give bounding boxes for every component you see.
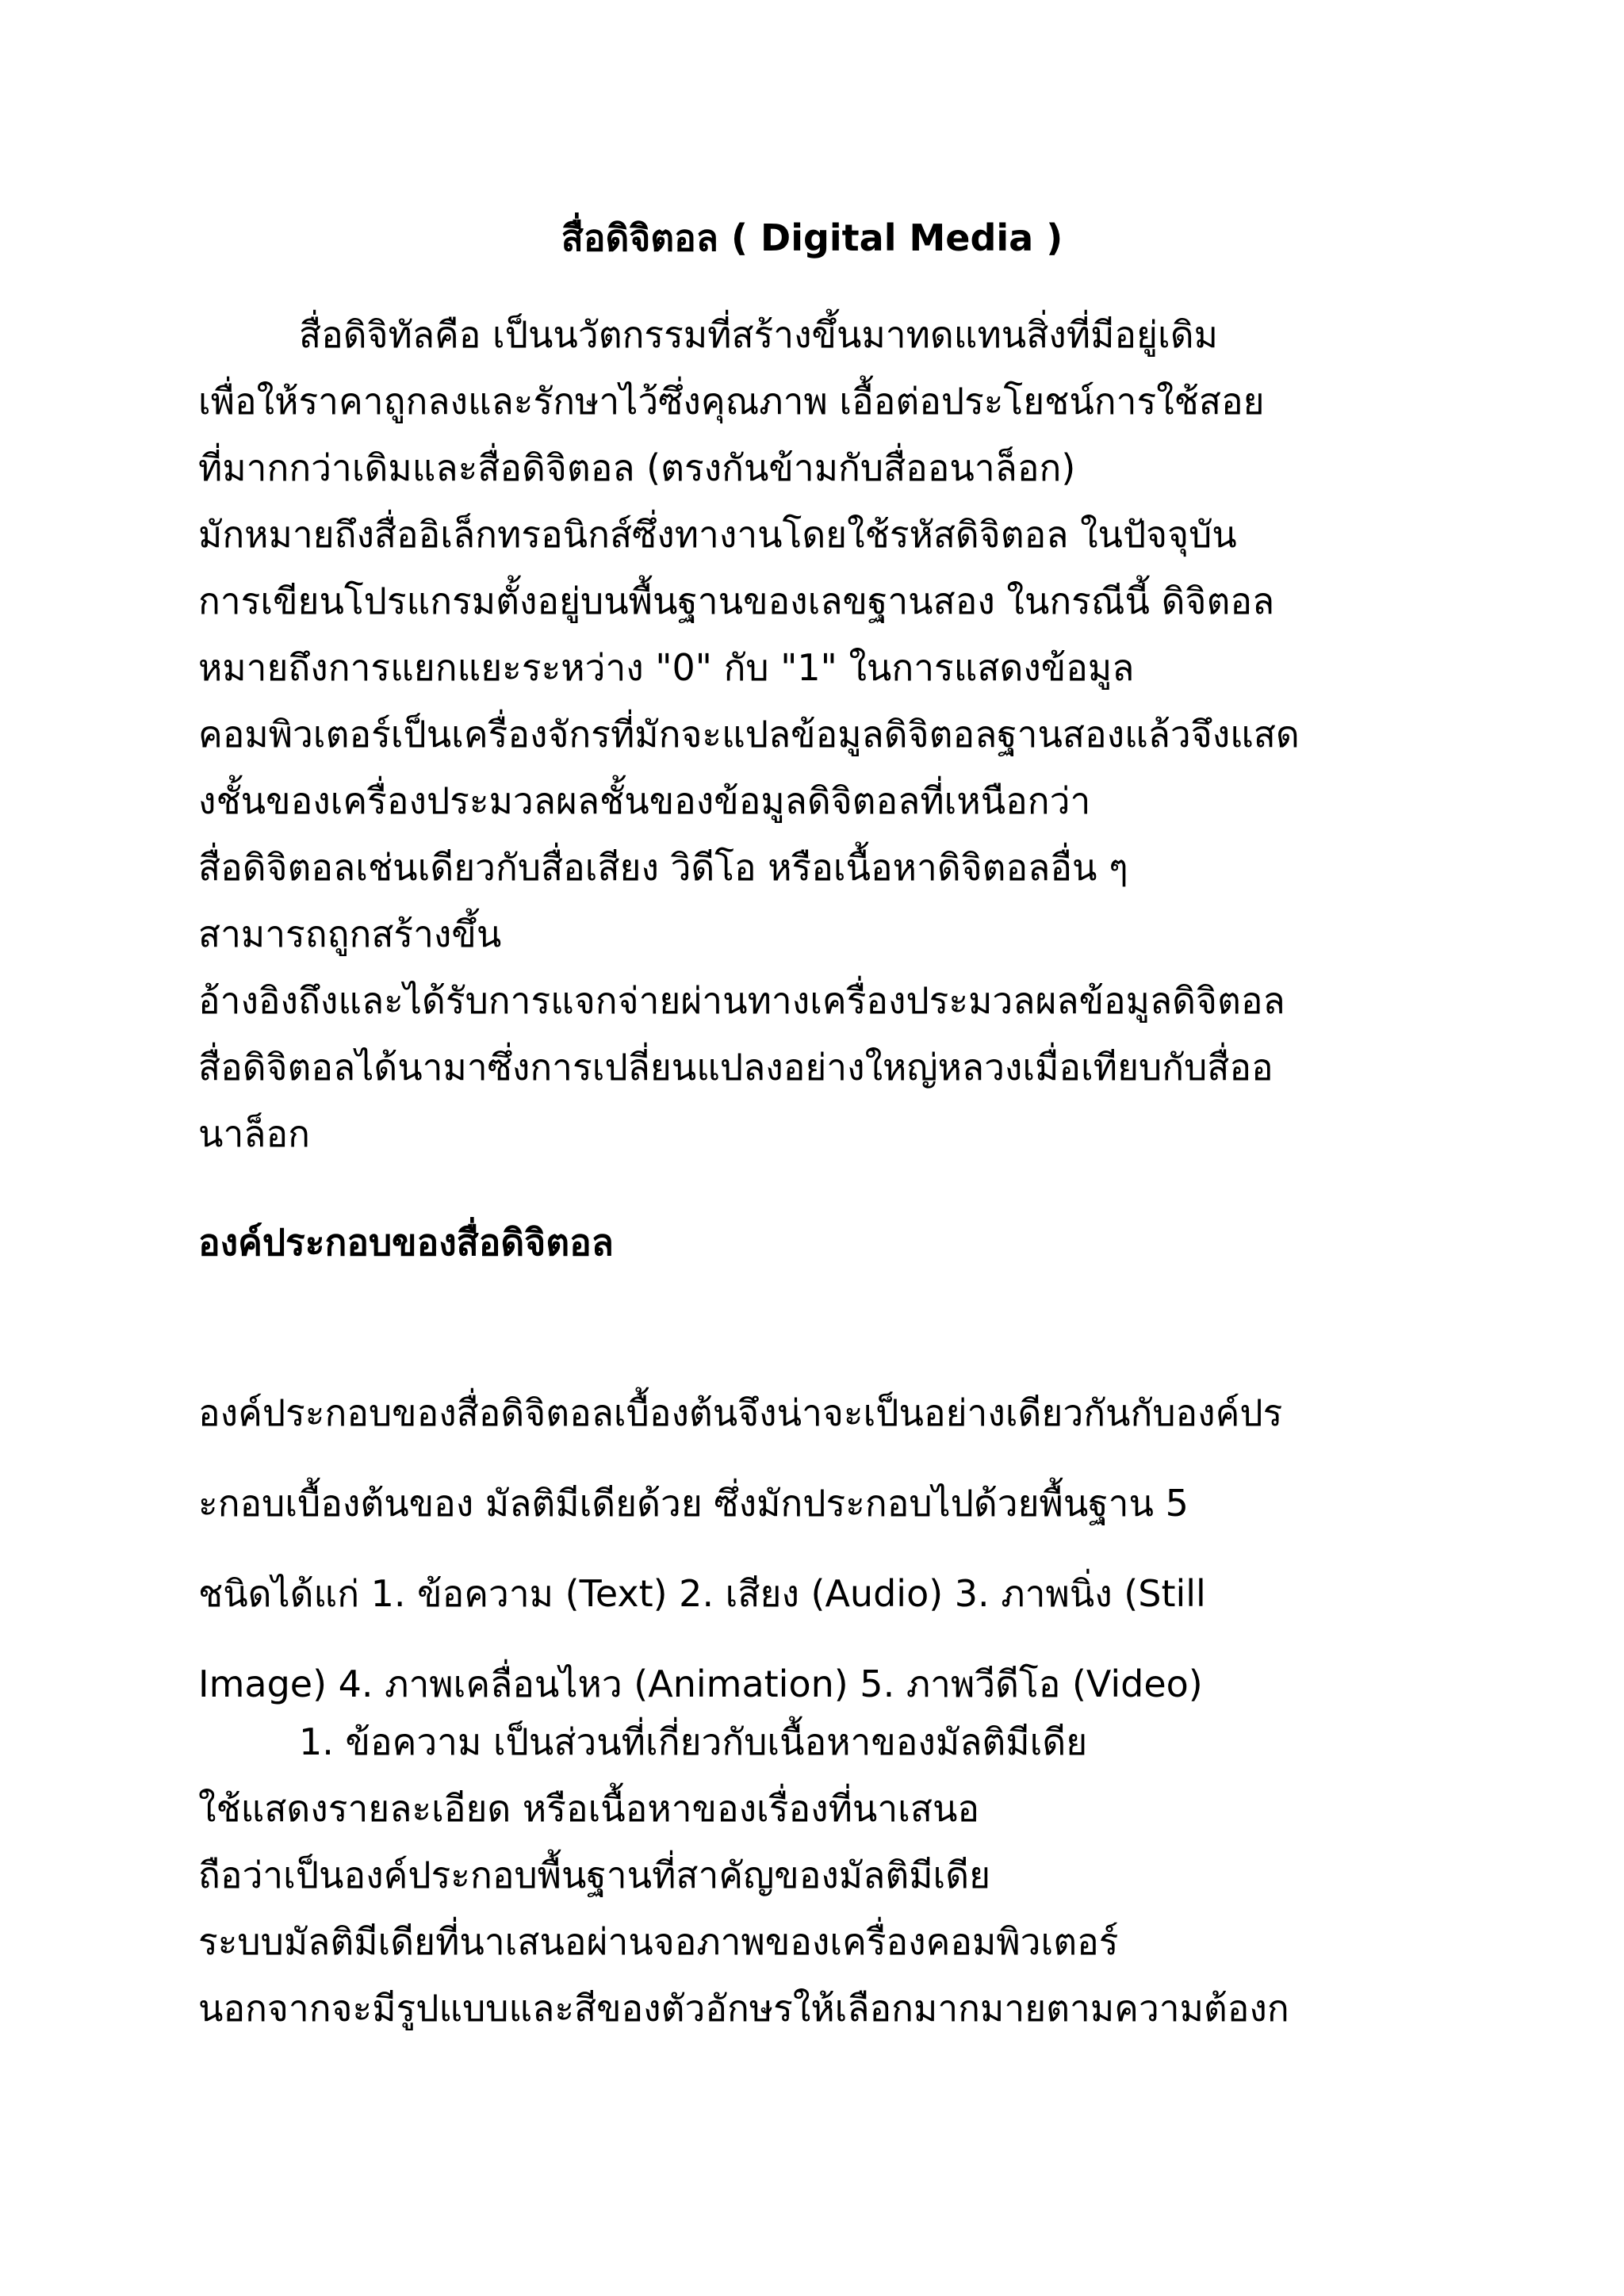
paragraph-intro: [198, 301, 1435, 1167]
paragraph-line: Image) 4. ภาพเคลื่อนไหว (Animation) 5. ภาพวีดีโอ (Video): [198, 1663, 1203, 1705]
paragraph-line: ที่มากกว่าเดิมและสื่อดิจิตอล (ตรงกันข้ามกับสื่ออนาล็อก): [198, 446, 1076, 489]
paragraph-line: ใช้แสดงรายละเอียด หรือเนื้อหาของเรื่องที่นาเสนอ: [198, 1787, 980, 1830]
paragraph-line: งชั้นของเครื่องประมวลผลชั้นของข้อมูลดิจิตอลที่เหนือกว่า: [198, 779, 1091, 822]
paragraph-line: สื่อดิจิตอลเช่นเดียวกับสื่อเสียง วิดีโอ หรือเนื้อหาดิจิตอลอื่น ๆ: [198, 846, 1128, 889]
paragraph-line: 1. ข้อความ เป็นส่วนที่เกี่ยวกับเนื้อหาของมัลติมีเดีย: [299, 1720, 1088, 1763]
paragraph-line: การเขียนโปรแกรมตั้งอยู่บนพื้นฐานของเลขฐานสอง ในกรณีนี้ ดิจิตอล: [198, 580, 1275, 622]
paragraph-line: ระบบมัลติมีเดียที่นาเสนอผ่านจอภาพของเครื่องคอมพิวเตอร์: [198, 1920, 1119, 1963]
paragraph-line: อ้างอิงถึงและได้รับการแจกจ่ายผ่านทางเครื่องประมวลผลข้อมูลดิจิตอล: [198, 979, 1285, 1022]
paragraph-line: องค์ประกอบของสื่อดิจิตอลเบื้องต้นจึงน่าจะเป็นอย่างเดียวกันกับองค์ปร: [198, 1391, 1283, 1434]
paragraph-line: ชนิดได้แก่ 1. ข้อความ (Text) 2. เสียง (Audio) 3. ภาพนิ่ง (Still: [198, 1572, 1206, 1615]
paragraph-line: นาล็อก: [198, 1112, 310, 1155]
paragraph-line: ถือว่าเป็นองค์ประกอบพื้นฐานที่สาคัญของมัลติมีเดีย: [198, 1854, 991, 1896]
paragraph-line: มักหมายถึงสื่ออิเล็กทรอนิกส์ซึ่งทางานโดยใช้รหัสดิจิตอล ในปัจจุบัน: [198, 513, 1237, 556]
paragraph-text-component: [198, 1709, 1435, 2042]
section-heading: องค์ประกอบของสื่อดิจิตอล: [198, 1221, 614, 1264]
document-title: สื่อดิจิตอล ( Digital Media ): [561, 216, 1063, 259]
paragraph-components: [198, 1368, 1435, 1729]
paragraph-line: หมายถึงการแยกแยะระหว่าง "0" กับ "1" ในการแสดงข้อมูล: [198, 646, 1135, 689]
paragraph-line: สื่อดิจิตอลได้นามาซึ่งการเปลี่ยนแปลงอย่างใหญ่หลวงเมื่อเทียบกับสื่ออ: [198, 1046, 1274, 1089]
paragraph-line: สามารถถูกสร้างขึ้น: [198, 913, 502, 955]
paragraph-line: นอกจากจะมีรูปแบบและสีของตัวอักษรให้เลือกมากมายตามความต้องก: [198, 1987, 1289, 2030]
paragraph-line: ะกอบเบื้องต้นของ มัลติมีเดียด้วย ซึ่งมักประกอบไปด้วยพื้นฐาน 5: [198, 1482, 1189, 1525]
paragraph-line: คอมพิวเตอร์เป็นเครื่องจักรที่มักจะแปลข้อมูลดิจิตอลฐานสองแล้วจึงแสด: [198, 713, 1300, 756]
paragraph-line: เพื่อให้ราคาถูกลงและรักษาไว้ซึ่งคุณภาพ เอื้อต่อประโยชน์การใช้สอย: [198, 380, 1265, 423]
paragraph-line: สื่อดิจิทัลคือ เป็นนวัตกรรมที่สร้างขึ้นมาทดแทนสิ่งที่มีอยู่เดิม: [299, 313, 1218, 356]
